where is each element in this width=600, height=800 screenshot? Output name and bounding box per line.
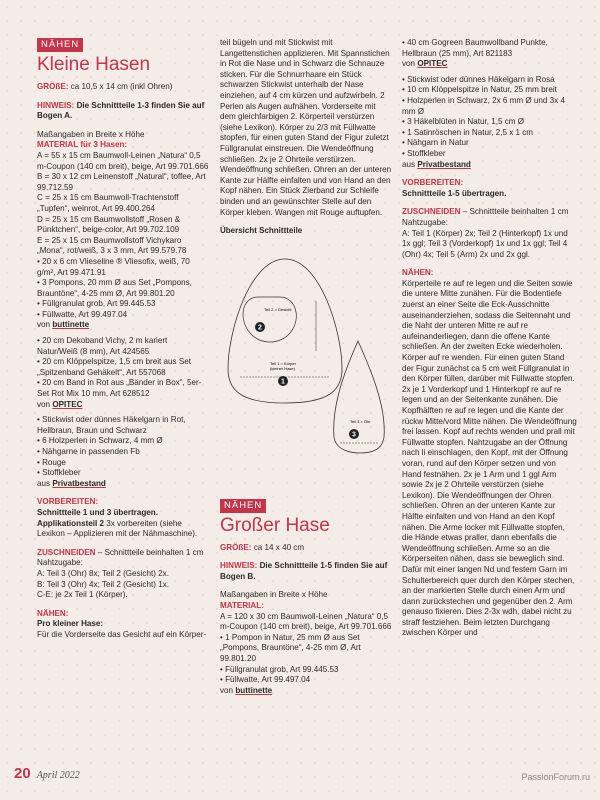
material-item: • Stoffkleber — [402, 148, 446, 158]
prep-step-1: Schnittteile 1 und 3 übertragen. — [37, 507, 158, 517]
hint-line-2: HINWEIS: Die Schnittteile 1-5 finden Sie auf Bogen B. — [220, 561, 388, 581]
material-item: • Stoffkleber — [37, 468, 81, 478]
material-item: • 3 Pompons, 20 mm Ø aus Set „Pompons, Brauntöne“, 4-25 mm Ø, Art 99.801.20 — [37, 278, 192, 298]
label-teil-3: Teil 3 = Ohr — [350, 418, 371, 424]
material-item: • Nähgarne in passenden Fb — [37, 447, 140, 456]
material-list — [37, 151, 210, 321]
supplier-line-3: aus Privatbestand — [37, 478, 106, 488]
cut-line-1: A: Teil 3 (Ohr) 8x; Teil 2 (Gesicht) 2x. — [37, 568, 169, 578]
size-line-2: GRÖßE: ca 14 x 40 cm — [220, 542, 305, 552]
material-item: A = 120 x 30 cm Baumwoll-Leinen „Natura“ 0,5 m-Coupon (140 cm breit), beige, Art 99.701.666 — [220, 611, 392, 632]
prep-step-2: Applikationsteil 2 3x vorbereiten (siehe Lexikon – Applizieren mit der Nähmaschine). — [37, 518, 198, 539]
measure-note-2: Maßangaben in Breite x Höhe — [220, 590, 328, 600]
material-item: • Nähgarn in Natur — [402, 138, 469, 148]
section-title: Kleine Hasen — [37, 54, 151, 75]
prep-heading-2: VORBEREITEN: — [402, 178, 464, 188]
material-list-6 — [402, 75, 577, 160]
material-list-4 — [220, 612, 393, 686]
material-item: D = 25 x 15 cm Baumwollstoff „Rosen & Pünktchen“, beige-color, Art 99.702.109 — [37, 214, 181, 235]
material-list-5 — [402, 38, 577, 59]
column-1 — [37, 38, 210, 641]
material-item: • 10 cm Klöppelspitze in Natur, 25 mm breit — [402, 85, 557, 95]
material-item: • Stickwist oder dünnes Häkelgarn in Rot, Hellbraun, Braun und Schwarz — [37, 415, 186, 435]
material-heading-2: MATERIAL: — [220, 601, 264, 611]
supplier-line-2: von OPITEC — [37, 399, 83, 409]
sew-text: Für die Vorderseite das Gesicht auf ein Körper- — [37, 629, 207, 639]
label-number-2: 2 — [258, 324, 262, 332]
diagram-title: Übersicht Schnittteile — [220, 226, 303, 236]
size-line: GRÖßE: ca 10,5 x 14 cm (inkl Ohren) — [37, 82, 173, 91]
material-item: • 20 x 6 cm Vlieseline ® Vliesofix, weiß, 70 g/m², Art 99.471.91 — [37, 256, 190, 277]
watermark: PassionForum.ru — [521, 772, 590, 782]
material-item: • 6 Holzperlen in Schwarz, 4 mm Ø — [37, 436, 163, 446]
label-number-3: 3 — [352, 431, 356, 439]
material-item: B = 30 x 12 cm Leinenstoff „Natural“, toffee, Art 99.712.59 — [37, 172, 206, 192]
cut-heading-2: ZUSCHNEIDEN – Schnittteile beinhalten 1 cm Nahtzugabe: — [402, 207, 569, 227]
cut-line-4: A: Teil 1 (Körper) 2x; Teil 2 (Hinterkopf) 1x und 1x ggl; Teil 3 (Vorderkopf) 1x und 1x ggl; Teil 4 (Ohr) 4x; Teil 5 (Arm) 2x und 2x ggl. — [402, 228, 568, 259]
material-item: E = 25 x 15 cm Baumwollstoff Vichykaro „Mona“, rot/weiß, 3 x 3 mm, Art 99.579.78 — [37, 235, 187, 256]
material-item: • 1 Pompon in Natur, 25 mm Ø aus Set „Pompons, Brauntöne“, 4-25 mm Ø, Art 99.801.20 — [220, 632, 361, 664]
label-teil-2: Teil 2 = Gesicht — [264, 306, 292, 312]
pattern-diagram — [220, 241, 400, 481]
label-number-1: 1 — [281, 378, 285, 386]
sew-heading-2: NÄHEN: — [402, 268, 434, 278]
material-item: A = 55 x 15 cm Baumwoll-Leinen „Natura“ 0,5 m-Coupon (140 cm breit), beige, Art 99.701.666 — [37, 150, 209, 171]
material-item: • Stickwist oder dünnes Häkelgarn in Rosa — [402, 74, 555, 84]
material-item: • 20 cm Dekoband Vichy, 2 m kariert Natur/Weiß (8 mm), Art 424565 — [37, 336, 168, 356]
sew-subheading: Pro kleiner Hase: — [37, 619, 104, 629]
label-kleiner-hase: (kleiner Hase) — [270, 365, 295, 371]
material-item: • 40 cm Gogreen Baumwollband Punkte, Hellbraun (25 mm), Art 821183 — [402, 38, 548, 58]
material-item: • 3 Häkelblüten in Natur, 1,5 cm Ø — [402, 117, 525, 127]
material-item: • 20 cm Band in Rot aus „Bänder in Box“, 5er-Set Rot Mix 10 mm, Art 628512 — [37, 378, 202, 399]
hint-line: HINWEIS: Die Schnittteile 1-3 finden Sie auf Bogen A. — [37, 100, 205, 121]
sew-text-2: Körperteile re auf re legen und die Seiten sowie die untere Mitte zunähen. Für die Bodentiefe zuerst an einer Seite die Eck-Ausschnitte auseinanderziehen, sodass die Seitennaht und die Naht der unteren Mitte re auf re aufeinanderliegen, dann die offene Kante schließen. An der zweiten Ecke wiederholen. Körper auf re wenden. Für einen guten Stand der Figur zunächst ca 5 cm weit Füllgranulat in den Körper füllen, darüber mit Füllwatte stopfen. 2x je 1 Vorderkopf und 1 Hinterkopf re auf re legen und an der Seitenkante zunähen. Die Kopfhälften re auf re legen und die Kante der rückw Mitte/vord Mitte nähen. Die Wendeöffnung frei lassen. Kopf auf rechts wenden und prall mit Füllwatte stopfen. Nahtzugabe an der Öffnung nach li einschlagen, den Kopf, mit der Öffnung voran, rund auf den Körper setzen und von Hand festnähen. 2x je 1 Arm und 1 ggl Arm sowie 2x je 2 Ohrteile verstürzen (siehe Lexikon). Die Wendeöffnungen der Ohren schließen. Ohren an der unteren Kante zur Hälfte einfalten und von Hand an den Kopf nähen. Die Arme locker mit Füllwatte stopfen, die Hände etwas praller, dann ebenfalls die Wendeöffnung schließen. Arme so an die Körperseiten nähen, dass sie beweglich sind. Dafür mit einer langen Nd und festem Garn im Schulterbereich quer durch den Körper stechen, an der markierten Stelle durch einen Arm und dann zurückstechen und gegenüber den 2. Arm genauso fixieren. Dies 2-3x wdh, dabei nicht zu straff festziehen. Beim letzten Durchgang zwischen Körper und — [402, 278, 577, 638]
material-item: • 20 cm Klöppelspitze, 1,5 cm breit aus Set „Spitzenband Gehäkelt“, Art 557068 — [37, 357, 191, 377]
column-2 — [220, 38, 393, 696]
supplier-line-4: von buttinette — [220, 685, 273, 695]
material-item: • Füllwatte, Art 99.497.04 — [220, 675, 311, 685]
measure-note: Maßangaben in Breite x Höhe — [37, 129, 145, 139]
instruction-text: teil bügeln und mit Stickwist mit Langettenstichen applizieren. Mit Spannstichen in Rot die Nase und in Schwarz die Schnauze sticken. Für die Schnurrhaare ein Stück schwarzen Stickwist unterhalb der Nase einziehen, auf 4 cm kürzen und aufzwirbeln. 2 Perlen als Augen aufnähen. Vorderseite mit dem gleichfarbigen 2. Körperteil verstürzen (siehe Lexikon). Körper zu 2/3 mit Füllwatte stopfen, für einen guten Stand der Figur zuletzt Füllgranulat einstreuen. Die Wendeöffnung schließen. 2x je 2 Ohrteile verstürzen. Wendeöffnung schließen. Ohren an der unteren Kante zur Hälfte einfalten und von Hand an den Kopf nähen. Ein Stück Zierband zur Schleife binden und an gewünschter Stelle auf den Körper kleben. Wangen mit Rouge auftupfen. — [220, 38, 392, 217]
cut-line-3: C-E: je 2x Teil 1 (Körper). — [37, 590, 128, 600]
page-footer — [14, 765, 80, 782]
material-list-3 — [37, 415, 210, 479]
cut-line-2: B: Teil 3 (Ohr) 4x; Teil 2 (Gesicht) 1x. — [37, 579, 169, 589]
material-heading: MATERIAL für 3 Hasen: — [37, 140, 128, 150]
pattern-piece-face — [243, 297, 296, 342]
material-item: • Rouge — [37, 457, 66, 467]
section-tag-2: NÄHEN — [220, 499, 266, 513]
material-item: • Füllwatte, Art 99.497.04 — [37, 309, 128, 319]
supplier-line-6: aus Privatbestand — [402, 159, 471, 169]
material-item: • Füllgranulat grob, Art 99.445.53 — [37, 299, 156, 309]
prep-step-3: Schnittteile 1-5 übertragen. — [402, 188, 507, 198]
prep-heading: VORBEREITEN: — [37, 497, 99, 507]
issue-date: April 2022 — [36, 770, 80, 781]
material-item: • Füllgranulat grob, Art 99.445.53 — [220, 664, 339, 674]
material-item: • 1 Satinröschen in Natur, 2,5 x 1 cm — [402, 127, 534, 137]
section-title-2: Großer Hase — [220, 514, 330, 536]
material-list-2 — [37, 336, 210, 400]
supplier-line: von buttinette — [37, 320, 90, 330]
cut-heading: ZUSCHNEIDEN – Schnittteile beinhalten 1 cm Nahtzugabe: — [37, 547, 204, 568]
column-3 — [402, 38, 577, 639]
supplier-line-5: von OPITEC — [402, 59, 448, 69]
label-teil-1: Teil 1 = Körper — [270, 360, 296, 366]
material-item: C = 25 x 15 cm Baumwoll-Trachtenstoff „Tupfen“, weinrot, Art 99.400.264 — [37, 193, 179, 213]
sew-heading: NÄHEN: — [37, 608, 69, 618]
section-tag: NÄHEN — [37, 38, 83, 52]
material-item: • Holzperlen in Schwarz, 2x 6 mm Ø und 3x 4 mm Ø — [402, 95, 565, 116]
page-number: 20 — [14, 765, 31, 782]
